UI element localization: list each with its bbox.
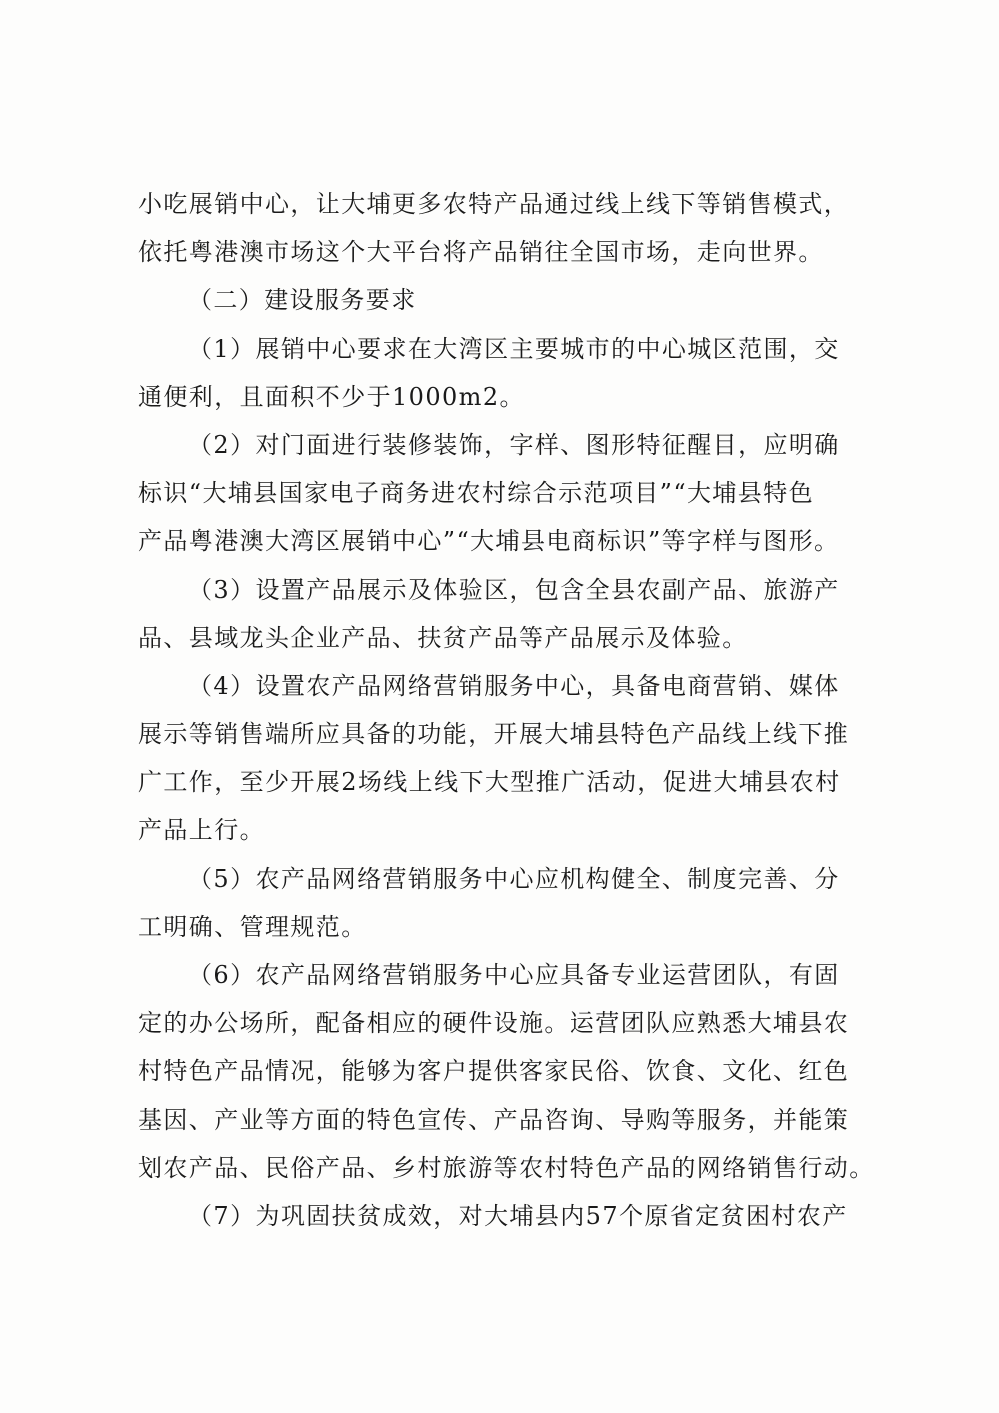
text-line: 基因、产业等方面的特色宣传、产品咨询、导购等服务，并能策	[138, 1105, 850, 1134]
text-line: （4）设置农产品网络营销服务中心，具备电商营销、媒体	[188, 671, 840, 700]
text-line: 产品粤港澳大湾区展销中心”“大埔县电商标识”等字样与图形。	[138, 527, 840, 556]
text-line: 依托粤港澳市场这个大平台将产品销往全国市场，走向世界。	[138, 238, 824, 267]
document-body	[138, 180, 878, 1240]
text-line: （3）设置产品展示及体验区，包含全县农副产品、旅游产	[188, 575, 840, 604]
text-line: 工明确、管理规范。	[138, 912, 367, 941]
text-line: 小吃展销中心，让大埔更多农特产品通过线上线下等销售模式，	[138, 190, 850, 218]
text-line: （6）农产品网络营销服务中心应具备专业运营团队，有固	[188, 961, 840, 989]
section-heading: （二）建设服务要求	[188, 286, 417, 315]
text-line: 产品上行。	[138, 816, 265, 845]
text-line: （5）农产品网络营销服务中心应机构健全、制度完善、分	[188, 864, 840, 893]
text-line: 划农产品、民俗产品、乡村旅游等农村特色产品的网络销售行动。	[138, 1153, 875, 1182]
text-line: 村特色产品情况，能够为客户提供客家民俗、饮食、文化、红色	[138, 1057, 850, 1086]
text-line: 广工作，至少开展2场线上线下大型推广活动，促进大埔县农村	[138, 768, 841, 797]
text-line: 通便利，且面积不少于1000m2。	[138, 382, 525, 411]
text-line: 展示等销售端所应具备的功能，开展大埔县特色产品线上线下推	[138, 720, 850, 749]
text-line: （7）为巩固扶贫成效，对大埔县内57个原省定贫困村农产	[188, 1201, 848, 1230]
text-line: 标识“大埔县国家电子商务进农村综合示范项目”“大埔县特色	[138, 479, 815, 508]
text-line: 定的办公场所，配备相应的硬件设施。运营团队应熟悉大埔县农	[138, 1009, 850, 1038]
text-line: （2）对门面进行装修装饰，字样、图形特征醒目，应明确	[188, 430, 840, 459]
text-line: 品、县域龙头企业产品、扶贫产品等产品展示及体验。	[138, 623, 748, 652]
text-line: （1）展销中心要求在大湾区主要城市的中心城区范围，交	[188, 334, 840, 363]
